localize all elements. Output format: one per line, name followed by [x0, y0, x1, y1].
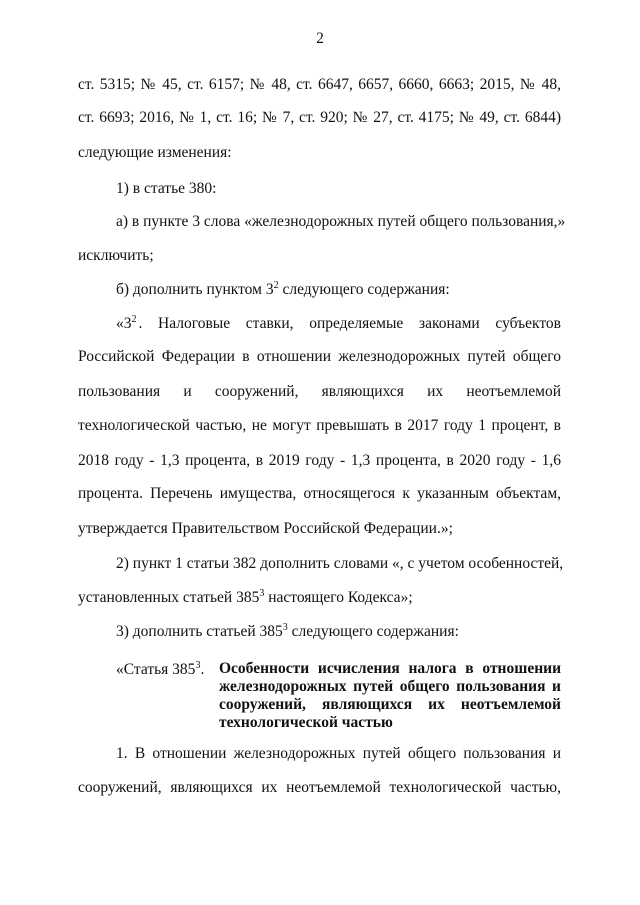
text-run: следующего содержания: [278, 281, 450, 298]
article-title-line: сооружений, являющихся их неотъемлемой [219, 696, 561, 713]
text-line [116, 315, 561, 333]
article-title-line: технологической частью [219, 714, 393, 731]
superscript: 2 [273, 280, 279, 291]
superscript: 2 [131, 314, 137, 325]
text-line: 1) в статье 380: [116, 180, 217, 197]
text-run: б) дополнить пунктом 3 [116, 281, 274, 298]
text-line: Российской Федерации в отношении железнодорожных путей общего [78, 348, 561, 365]
text-line: а) в пункте 3 слова «железнодорожных путей общего пользования,» [116, 213, 566, 230]
article-title-line: Особенности исчисления налога в отношении [219, 660, 561, 677]
text-run: установленных статьей 385 [78, 589, 260, 606]
text-line: процента. Перечень имущества, относящегося к указанным объектам, [78, 485, 561, 502]
text-run: следующего содержания: [287, 623, 459, 640]
text-line [116, 281, 561, 299]
text-line: утверждается Правительством Российской Федерации.»; [78, 520, 453, 537]
article-title [219, 660, 561, 732]
text-line: следующие изменения: [78, 144, 232, 161]
text-run: «$3^2$ [116, 314, 137, 332]
text-line [116, 623, 561, 641]
text-line: пользования и сооружений, являющихся их неотъемлемой [78, 383, 561, 400]
text-line: 2018 году - 1,3 процента, в 2019 году - 1,3 процента, в 2020 году - 1,6 [78, 452, 561, 469]
text-run: 3) дополнить статьей 385 [116, 623, 283, 640]
text-line: сооружений, являющихся их неотъемлемой технологической частью, [78, 779, 561, 796]
text-line [78, 589, 561, 607]
text-line: ст. 5315; № 45, ст. 6157; № 48, ст. 6647, 6657, 6660, 6663; 2015, № 48, [78, 76, 561, 93]
text-line: 2) пункт 1 статьи 382 дополнить словами «, с учетом особенностей, [116, 555, 564, 572]
superscript: 3 [282, 622, 288, 633]
article-label: «Статья $385^3$. [116, 660, 205, 678]
superscript: 3 [195, 660, 201, 671]
article-title-line: железнодорожных путей общего пользования и [219, 678, 561, 695]
text-line: исключить; [78, 247, 154, 264]
text-line: 1. В отношении железнодорожных путей общего пользования и [116, 745, 561, 762]
text-run: настоящего Кодекса»; [264, 589, 413, 606]
text-line: технологической частью, не могут превышать в 2017 году 1 процент, в [78, 417, 561, 434]
text-line: ст. 6693; 2016, № 1, ст. 16; № 7, ст. 920; № 27, ст. 4175; № 49, ст. 6844) [78, 109, 561, 126]
page-number: 2 [316, 30, 324, 47]
superscript: 3 [259, 588, 265, 599]
text-run: . Налоговые ставки, определяемые законами субъектов [138, 315, 561, 332]
